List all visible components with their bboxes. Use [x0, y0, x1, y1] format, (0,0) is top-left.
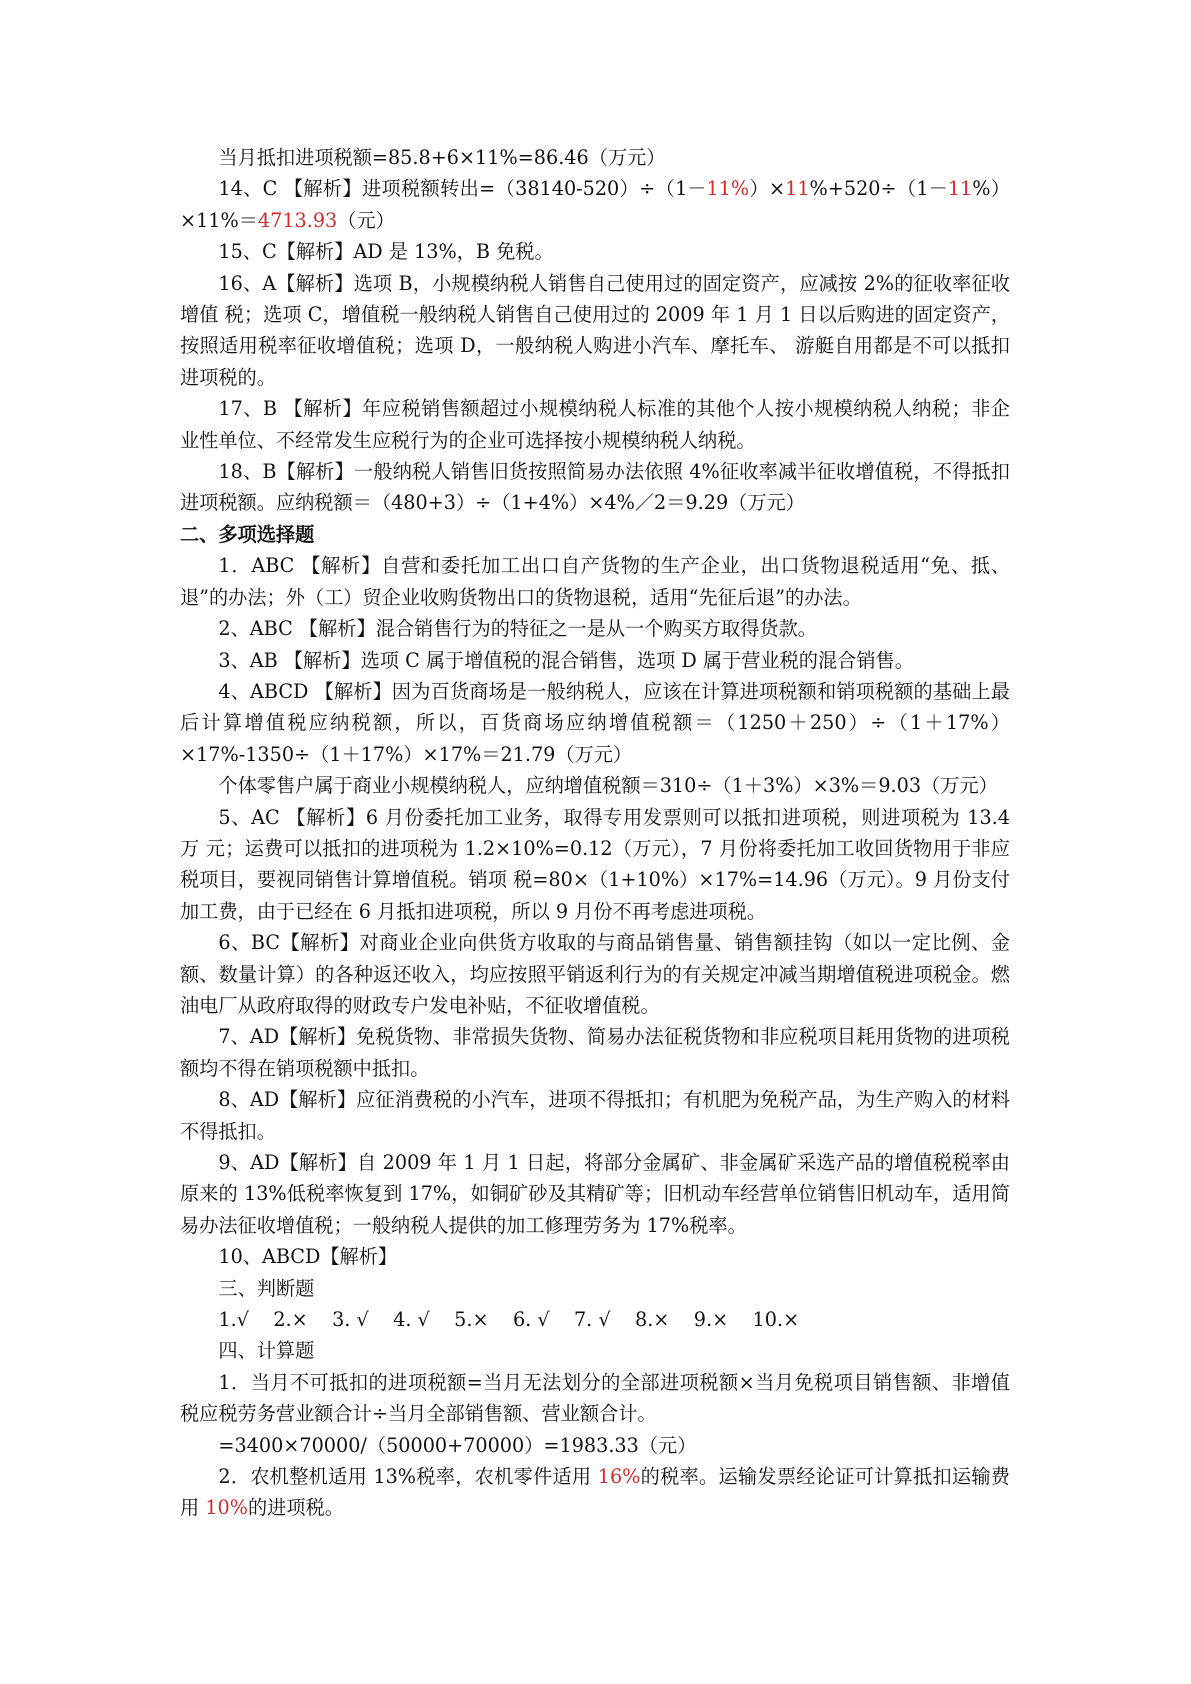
text-run: 16、A【解析】选项 B，小规模纳税人销售自己使用过的固定资产，应减按 2%的征收率征收增值 税；选项 C，增值税一般纳税人销售自己使用过的 2009 年 1 月 1 日以后购进的固定资产，按照适用税率征收增值税；选项 D，一般纳税人购进小汽车、摩托车、 游艇自用都是不可以抵扣进项税的。 — [180, 271, 1010, 389]
paragraph — [180, 1335, 1010, 1366]
text-run: 6、BC【解析】对商业企业向供货方收取的与商品销售量、销售额挂钩（如以一定比例、金额、数量计算）的各种返还收入，均应按照平销返利行为的有关规定冲减当期增值税进项税金。燃油电厂从政府取得的财政专户发电补贴，不征收增值税。 — [180, 931, 1010, 1017]
paragraph — [180, 1241, 1010, 1272]
paragraph — [180, 676, 1010, 770]
text-run: =3400×70000/（50000+70000）=1983.33（元） — [218, 1433, 697, 1457]
paragraph — [180, 613, 1010, 644]
highlighted-text: 4713.93 — [257, 208, 338, 232]
text-run: 7、AD【解析】免税货物、非常损失货物、简易办法征税货物和非应税项目耗用货物的进项税额均不得在销项税额中抵扣。 — [180, 1025, 1010, 1080]
paragraph — [180, 927, 1010, 1021]
text-run: 1．ABC 【解析】自营和委托加工出口自产货物的生产企业，出口货物退税适用“免、抵、退”的办法；外（工）贸企业收购货物出口的货物退税，适用“先征后退”的办法。 — [180, 554, 1010, 609]
text-run: 15、C【解析】AD 是 13%，B 免税。 — [218, 240, 554, 264]
text-run: 四、计算题 — [218, 1339, 315, 1363]
text-run: 8、AD【解析】应征消费税的小汽车，进项不得抵扣；有机肥为免税产品，为生产购入的材料不得抵扣。 — [180, 1088, 1010, 1143]
text-run: 5、AC 【解析】6 月份委托加工业务，取得专用发票则可以抵扣进项税，则进项税为 13.4 万 元；运费可以抵扣的进项税为 1.2×10%=0.12（万元），7 月份将委托加工收回货物用于非应税项目，要视同销售计算增值税。销项 税=80×（1+10%）×17%=14.96（万元）。9 月份支付加工费，由于已经在 6 月抵扣进项税，所以 9 月份不再考虑进项税。 — [180, 805, 1017, 923]
text-run: %+520÷（1－ — [809, 177, 948, 201]
section-heading — [180, 519, 1010, 550]
paragraph — [180, 770, 1010, 801]
text-run: 2、ABC 【解析】混合销售行为的特征之一是从一个购买方取得货款。 — [218, 617, 817, 641]
paragraph — [180, 1461, 1010, 1524]
highlighted-text: 11 — [785, 177, 810, 201]
paragraph — [180, 173, 1010, 236]
paragraph — [180, 802, 1017, 928]
text-run: %）×11%＝ — [180, 177, 1011, 232]
paragraph — [180, 1273, 1010, 1304]
text-run: 2．农机整机适用 13%税率，农机零件适用 — [218, 1465, 598, 1489]
true-false-answers — [180, 1304, 1010, 1335]
text-run: 17、B 【解析】年应税销售额超过小规模纳税人标准的其他个人按小规模纳税人纳税；非企业性单位、不经常发生应税行为的企业可选择按小规模纳税人纳税。 — [180, 397, 1010, 452]
text-run: 3、AB 【解析】选项 C 属于增值税的混合销售，选项 D 属于营业税的混合销售。 — [218, 648, 914, 672]
paragraph — [180, 268, 1010, 394]
text-run: 14、C 【解析】进项税额转出=（38140-520）÷（1－ — [218, 177, 707, 201]
paragraph — [180, 1084, 1010, 1147]
text-run: 9、AD【解析】自 2009 年 1 月 1 日起，将部分金属矿、非金属矿采选产品的增值税税率由原来的 13%低税率恢复到 17%，如铜矿砂及其精矿等；旧机动车经营单位销售旧机动车，适用简易办法征收增值税；一般纳税人提供的加工修理劳务为 17%税率。 — [180, 1151, 1010, 1237]
text-run: 二、多项选择题 — [180, 522, 315, 546]
text-run: 的进项税。 — [247, 1496, 344, 1520]
paragraph — [180, 1367, 1010, 1430]
paragraph — [180, 1021, 1010, 1084]
text-run: 三、判断题 — [218, 1276, 315, 1300]
text-run: 个体零售户属于商业小规模纳税人，应纳增值税额＝310÷（1＋3%）×3%＝9.03（万元） — [218, 774, 998, 798]
text-run: 4、ABCD 【解析】因为百货商场是一般纳税人，应该在计算进项税额和销项税额的基础上最后计算增值税应纳税额，所以，百货商场应纳增值税额＝（1250＋250）÷（1＋17%）×17%-1350÷（1＋17%）×17%＝21.79（万元） — [180, 679, 1010, 766]
text-run: 1．当月不可抵扣的进项税额=当月无法划分的全部进项税额×当月免税项目销售额、非增值税应税劳务营业额合计÷当月全部销售额、营业额合计。 — [180, 1370, 1010, 1426]
highlighted-text: 10% — [205, 1496, 248, 1520]
text-run: 1.√ 2.× 3. √ 4. √ 5.× 6. √ 7. √ 8.× 9.× 10.× — [218, 1308, 800, 1332]
document-page — [180, 142, 1017, 1524]
paragraph — [180, 645, 1010, 676]
paragraph — [180, 1430, 1010, 1461]
text-run: 当月抵扣进项税额=85.8+6×11%=86.46（万元） — [218, 146, 666, 169]
text-run: 的税率。运输发票经论证可计算抵扣运输费用 — [180, 1465, 1010, 1520]
text-run: ）× — [749, 177, 786, 201]
paragraph — [180, 393, 1010, 456]
text-run: 10、ABCD【解析】 — [218, 1245, 398, 1269]
paragraph — [180, 236, 1010, 267]
paragraph — [180, 1147, 1010, 1241]
paragraph — [180, 142, 1010, 173]
text-run: （元） — [337, 208, 395, 232]
text-run: 18、B【解析】一般纳税人销售旧货按照简易办法依照 4%征收率减半征收增值税，不得抵扣进项税额。应纳税额＝（480+3）÷（1+4%）×4%／2＝9.29（万元） — [180, 460, 1010, 515]
highlighted-text: 11% — [706, 177, 750, 201]
highlighted-text: 16% — [597, 1465, 641, 1489]
highlighted-text: 11 — [947, 177, 973, 201]
paragraph — [180, 550, 1010, 613]
paragraph — [180, 456, 1010, 519]
